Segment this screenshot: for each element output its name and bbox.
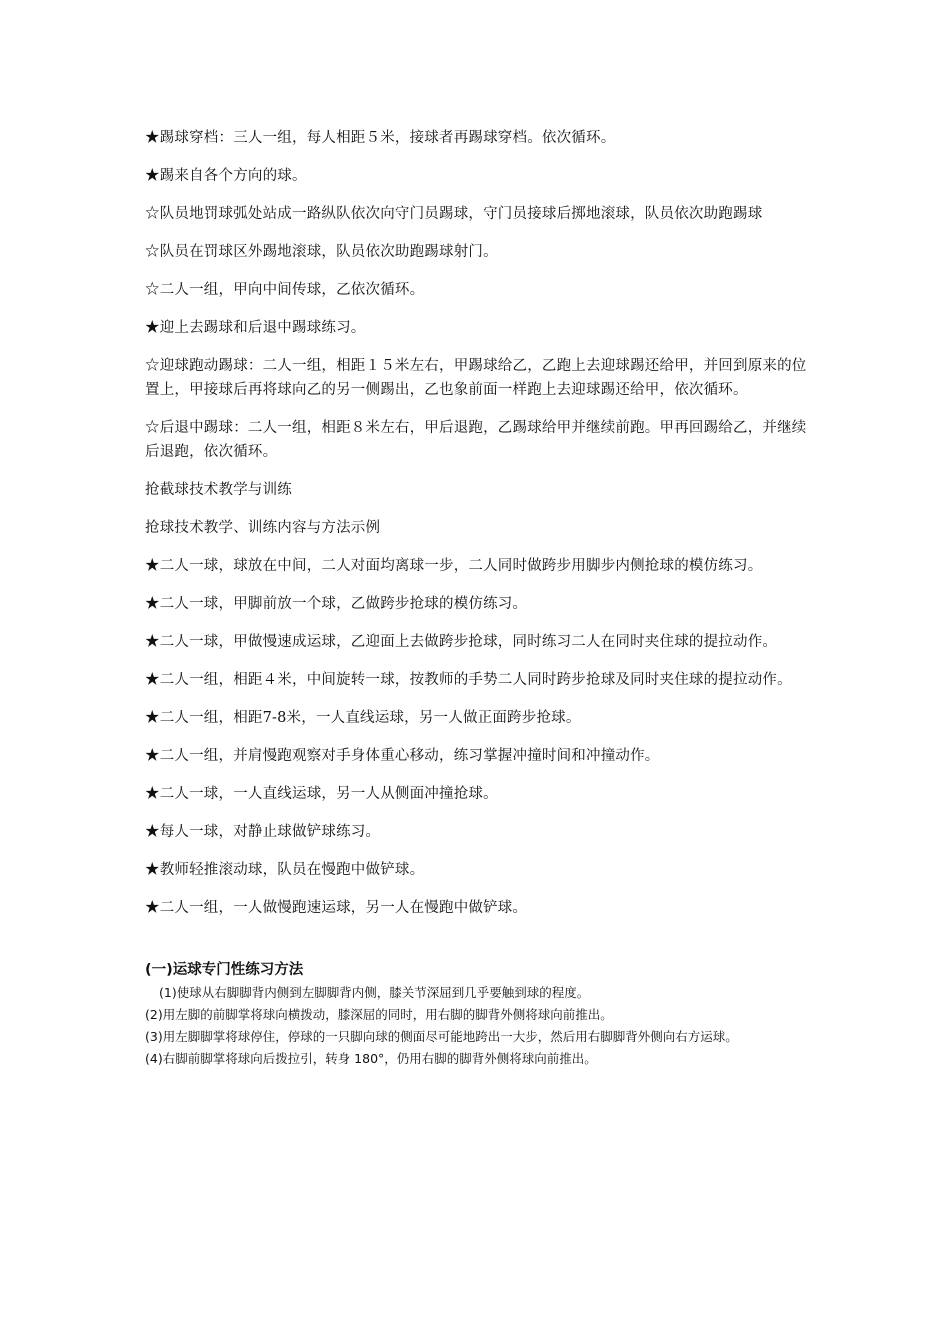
heading-tackling-teaching: 抢截球技术教学与训练 bbox=[145, 482, 292, 498]
list-item: (2)用左脚的前脚掌将球向横拨动，膝深屈的同时，用右脚的脚背外侧将球向前推出。 bbox=[145, 1007, 613, 1022]
paragraph-side-charge-tackle: ★二人一球，一人直线运球，另一人从侧面冲撞抢球。 bbox=[145, 786, 498, 802]
list-item: (3)用左脚脚掌将球停住，停球的一只脚向球的侧面尽可能地跨出一大步，然后用右脚脚背外侧向右方运球。 bbox=[145, 1029, 738, 1044]
paragraph-slide-static-ball: ★每人一球，对静止球做铲球练习。 bbox=[145, 824, 381, 840]
paragraph-tackle-imitation: ★二人一球，球放在中间，二人对面均离球一步，二人同时做跨步用脚步内侧抢球的模仿练习。 bbox=[145, 558, 763, 574]
paragraph-pass-through-legs: ★踢球穿档：三人一组，每人相距５米，接球者再踢球穿档。依次循环。 bbox=[145, 130, 616, 146]
paragraph-slide-while-jogging: ★二人一组，一人做慢跑速运球，另一人在慢跑中做铲球。 bbox=[145, 900, 528, 916]
paragraph-meet-ball-running-kick: ☆迎球跑动踢球：二人一组，相距１５米左右，甲踢球给乙，乙跑上去迎球踢还给甲，并回到原来的位置上，甲接球后再将球向乙的另一侧踢出，乙也象前面一样跑上去迎球踢还给甲，依次循环。 bbox=[145, 358, 807, 398]
document-page bbox=[145, 126, 815, 1070]
paragraph-penalty-area-shooting: ☆队员在罚球区外踢地滚球，队员依次助跑踢球射门。 bbox=[145, 244, 498, 260]
heading-tackling-methods: 抢球技术教学、训练内容与方法示例 bbox=[145, 520, 381, 536]
paragraph-backward-running-kick: ☆后退中踢球：二人一组，相距８米左右，甲后退跑，乙踢球给甲并继续前跑。甲再回踢给乙，并继续后退跑，依次循环。 bbox=[145, 420, 807, 460]
list-item: (4)右脚前脚掌将球向后拨拉引，转身 180°，仍用右脚的脚背外侧将球向前推出。 bbox=[145, 1051, 597, 1066]
section-title: (一)运球专门性练习方法 bbox=[145, 962, 304, 978]
paragraph-front-block-tackle: ★二人一组，相距7-8米，一人直线运球，另一人做正面跨步抢球。 bbox=[145, 710, 581, 726]
paragraph-pair-center-pass: ☆二人一组，甲向中间传球，乙依次循环。 bbox=[145, 282, 425, 298]
paragraph-slide-rolling-ball: ★教师轻推滚动球，队员在慢跑中做铲球。 bbox=[145, 862, 425, 878]
paragraph-kick-all-directions: ★踢来自各个方向的球。 bbox=[145, 168, 307, 184]
dribbling-methods-section bbox=[145, 960, 815, 1070]
paragraph-tackle-slow-dribble: ★二人一球，甲做慢速成运球，乙迎面上去做跨步抢球，同时练习二人在同时夹住球的提拉动作。 bbox=[145, 634, 778, 650]
paragraph-tackle-stationary-ball: ★二人一球，甲脚前放一个球，乙做跨步抢球的模仿练习。 bbox=[145, 596, 528, 612]
list-item: (1)使球从右脚脚背内侧到左脚脚背内侧，膝关节深屈到几乎要触到球的程度。 bbox=[159, 985, 590, 1000]
paragraph-shoulder-charge-timing: ★二人一组，并肩慢跑观察对手身体重心移动，练习掌握冲撞时间和冲撞动作。 bbox=[145, 748, 660, 764]
paragraph-penalty-arc-drill: ☆队员地罚球弧处站成一路纵队依次向守门员踢球，守门员接球后掷地滚球，队员依次助跑踢球 bbox=[145, 206, 763, 222]
paragraph-tackle-on-signal: ★二人一组，相距４米，中间旋转一球，按教师的手势二人同时跨步抢球及同时夹住球的提拉动作。 bbox=[145, 672, 792, 688]
paragraph-forward-backward-kick: ★迎上去踢球和后退中踢球练习。 bbox=[145, 320, 366, 336]
